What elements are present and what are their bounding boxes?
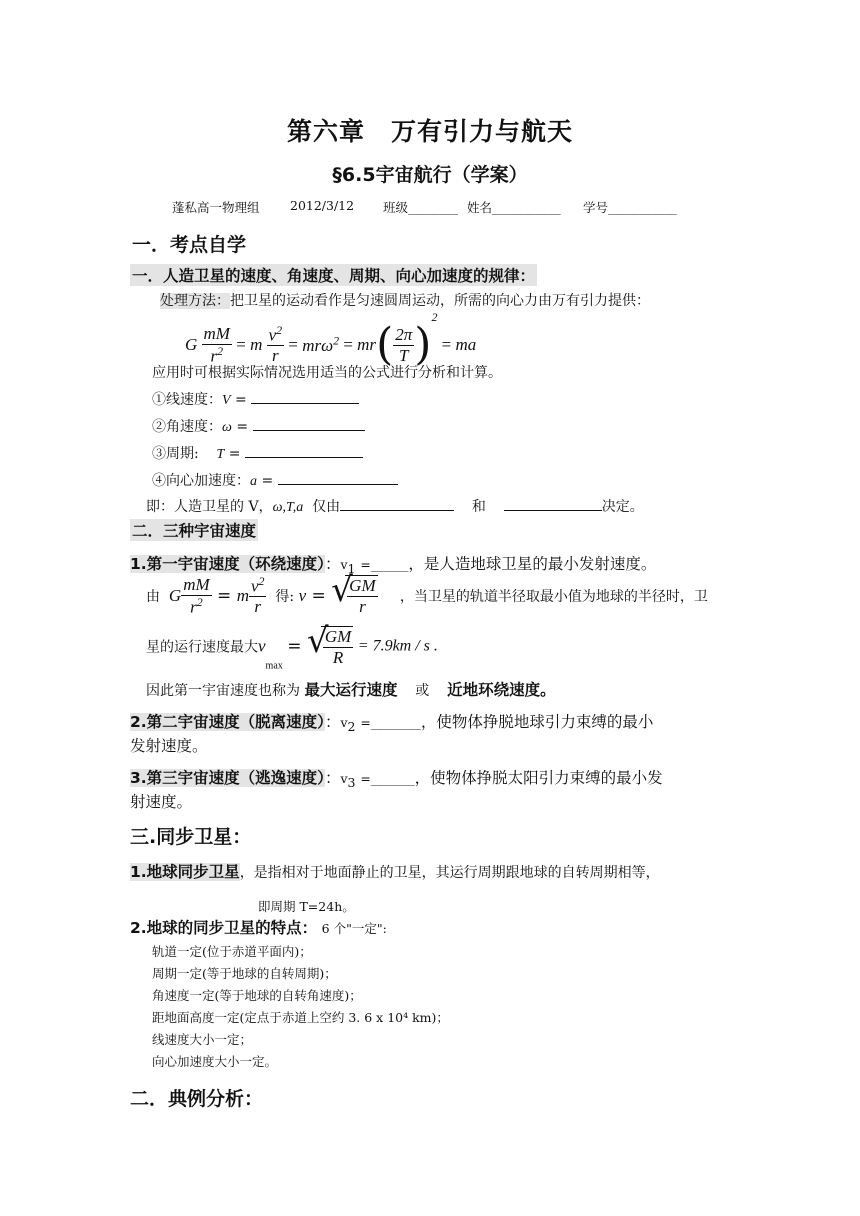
feature-item: 周期一定(等于地球的自转周期)；: [152, 966, 337, 981]
second-cosmic-velocity: 2.第二宇宙速度（脱离速度）：$v_2$ =________，使物体挣脱地球引力束缚的最小: [130, 713, 654, 735]
item-angular-velocity: ②角速度：ω =: [152, 416, 365, 436]
angular-velocity-blank[interactable]: [253, 418, 365, 431]
method-label: 处理方法：: [160, 293, 230, 309]
vmax-line: 星的运行速度最大$v_{max}$ = √ $\frac{GM}{R}$ = 7.9km / s .: [146, 621, 438, 672]
name-field[interactable]: 姓名___________: [467, 200, 561, 215]
feature-item: 角速度一定(等于地球的自转角速度)；: [152, 988, 362, 1003]
conclusion-line: 即：人造卫星的 V，ω,T,a 仅由 和 决定。: [146, 499, 644, 515]
third-cosmic-velocity-cont: 射速度。: [130, 793, 193, 811]
feature-item: 轨道一定(位于赤道平面内)；: [152, 944, 312, 959]
third-cosmic-velocity: 3.第三宇宙速度（逃逸速度）：$v_3$ =_______，使物体挣脱太阳引力束缚的最小发: [130, 769, 663, 791]
factor-1-blank[interactable]: [340, 498, 454, 511]
item-acceleration: ④向心加速度：a =: [152, 470, 398, 490]
geo-satellite-definition: 1.地球同步卫星，是指相对于地面静止的卫星，其运行周期跟地球的自转周期相等，: [130, 863, 660, 881]
first-velocity-alias: 因此第一宇宙速度也称为 最大运行速度 或 近地环绕速度。: [146, 681, 556, 699]
group-label: 蓬私高一物理组: [172, 200, 260, 215]
feature-item: 向心加速度大小一定。: [152, 1054, 278, 1069]
gravitation-formula: G $\frac{mM}{r^2}$ = m $\frac{v^2}{r}$ = mrω$^2$ = mr( $\frac{2\pi}{T}$ )$^2$ = ma: [185, 310, 477, 371]
geo-period: 即周期 T=24h。: [258, 899, 355, 914]
feature-item: 线速度大小一定；: [152, 1032, 253, 1047]
item-linear-velocity: ①线速度：V =: [152, 389, 359, 409]
first-cosmic-velocity: 1.第一宇宙速度（环绕速度）：$v_1$ =______，是人造地球卫星的最小发射速度。: [130, 555, 657, 577]
item-period: ③周期: T =: [152, 443, 363, 463]
first-velocity-derivation: 由 G $\frac{mM}{r^2}$ = m $\frac{v^2}{r}$ 得: v = √ $\frac{GM}{r}$ ，当卫星的轨道半径取最小值为地球的半径时，卫: [146, 570, 708, 617]
period-blank[interactable]: [245, 445, 363, 458]
feature-item: 距地面高度一定(定点于赤道上空约 3. 6 x 10⁴ km)；: [152, 1010, 449, 1025]
page-title: 第六章 万有引力与航天: [286, 117, 573, 146]
student-number-field[interactable]: 学号___________: [583, 200, 677, 215]
acceleration-blank[interactable]: [278, 472, 398, 485]
page-subtitle: §6.5宇宙航行（学案）: [332, 164, 528, 186]
factor-2-blank[interactable]: [504, 498, 602, 511]
linear-velocity-blank[interactable]: [251, 391, 359, 404]
geo-features-heading: 2.地球的同步卫星的特点： 6 个"一定":: [130, 919, 387, 937]
section-4-heading: 二．典例分析：: [130, 1088, 264, 1110]
section-1-subheading: 一．人造卫星的速度、角速度、周期、向心加速度的规律：: [130, 264, 537, 286]
class-field[interactable]: 班级________: [383, 200, 459, 215]
section-3-heading: 三.同步卫星：: [130, 826, 252, 848]
method-text: 把卫星的运动看作是匀速圆周运动，所需的向心力由万有引力提供：: [230, 293, 650, 309]
date-label: 2012/3/12: [290, 198, 355, 213]
section-1-heading: 一．考点自学: [132, 234, 247, 256]
apply-text: 应用时可根据实际情况选用适当的公式进行分析和计算。: [152, 365, 502, 381]
second-cosmic-velocity-cont: 发射速度。: [130, 737, 208, 755]
section-2-heading: 二．三种宇宙速度: [130, 519, 258, 541]
